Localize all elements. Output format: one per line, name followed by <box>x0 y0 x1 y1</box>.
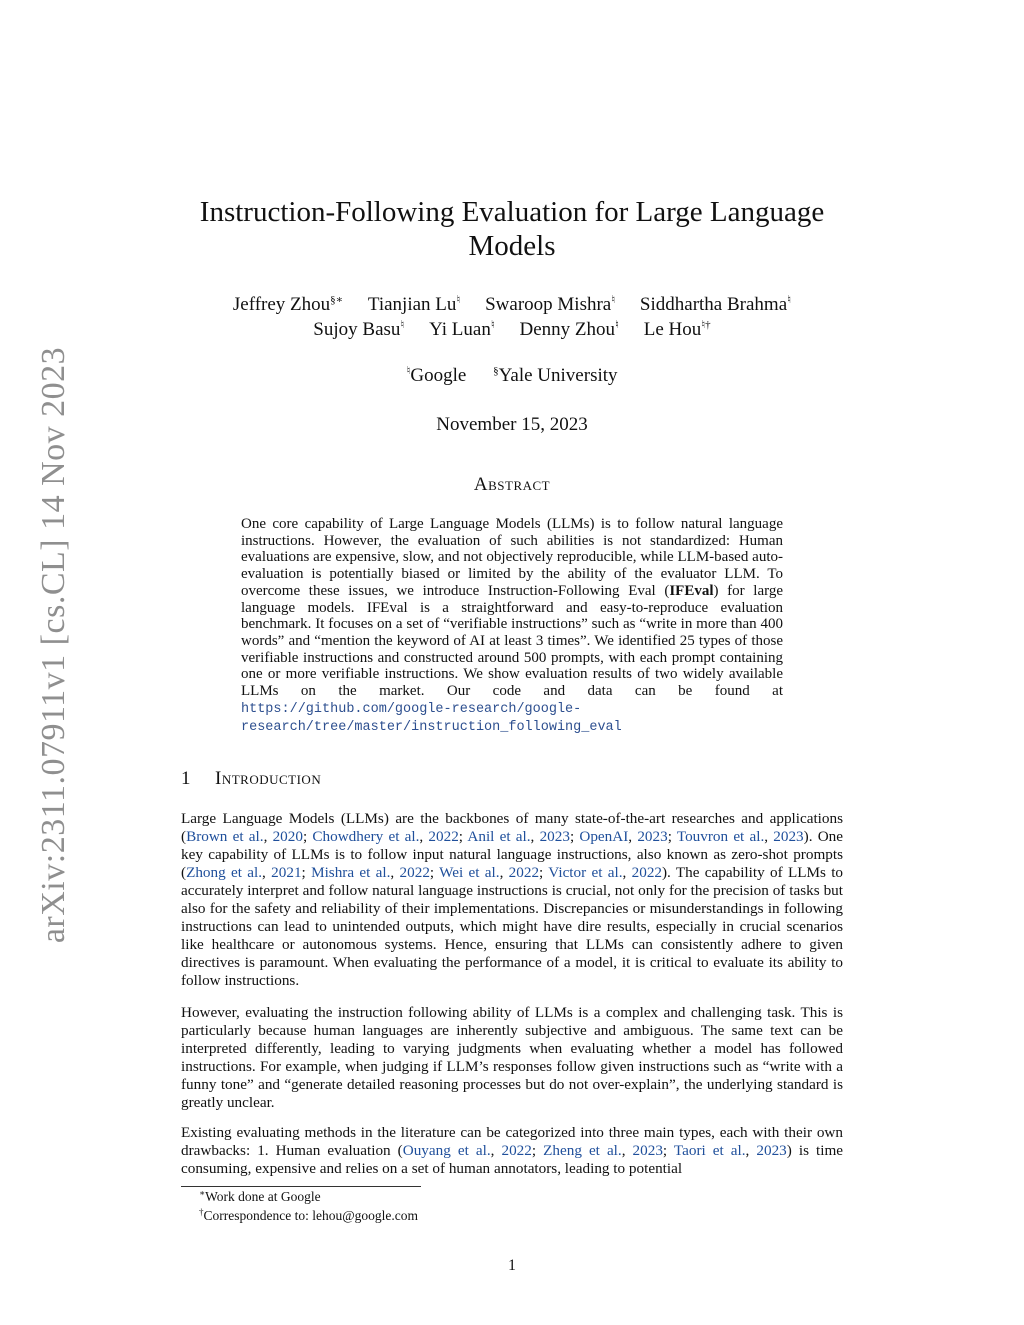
citation-separator: , <box>499 864 509 881</box>
paragraph-text: ; <box>539 864 549 881</box>
page-number: 1 <box>508 1257 516 1274</box>
author-name: Le Hou <box>643 319 702 340</box>
citation-year-link[interactable]: 2022 <box>508 864 540 881</box>
affiliation-mark: ♮ <box>406 365 411 377</box>
citation-separator: , <box>628 828 638 845</box>
paragraph-text: ; <box>301 864 312 881</box>
author-affiliation-mark: ♮ <box>400 319 405 331</box>
author-affiliation-mark: ♮† <box>701 319 711 331</box>
abstract-text-part: ) for large language models. IFEval is a straightforward and easy-to-reproduce evaluation benchmark. It focuses on a set of “verifiable instructions” such as “write in more than 400 words” and “mention the keyword of AI at least 3 times”. We identified 25 types of those verifiable instructions and constructed around 500 prompts, with each prompt containing one or more verifiable instructions. We show evaluation results of two widely available LLMs on the market. Our code and data can be found at <box>241 582 783 700</box>
affiliation-mark: § <box>493 365 499 377</box>
citation-separator: , <box>764 828 774 845</box>
section-number: 1 <box>181 768 191 789</box>
author-list-row-1 <box>120 294 904 316</box>
author <box>640 294 791 316</box>
author <box>644 319 711 341</box>
citation-year-link[interactable]: 2022 <box>399 864 430 881</box>
paragraph-text: Existing evaluating methods in the literature can be categorized into three main types, each with their own drawbacks: 1. Human evaluation ( <box>181 1124 843 1159</box>
author-affiliation-mark: §∗ <box>330 294 344 306</box>
paragraph-text: ). The capability of LLMs to accurately interpret and follow natural language instructions is crucial, not only for the precision of tasks but also for the safety and reliability of their implementations. Discrepancies or misunderstandings in following instructions can lead to unintended outputs, which might have dire results, especially in crucial scenarios like healthcare or autonomous systems. Hence, ensuring that LLMs can consistently adhere to given directives is paramount. When evaluating the performance of a model, it is critical to evaluate its ability to follow instructions. <box>181 864 844 989</box>
paragraph-text: ; <box>662 1142 674 1159</box>
paragraph-text: ; <box>569 828 580 845</box>
citation-link[interactable]: Taori et al. <box>673 1142 746 1159</box>
citation-link[interactable]: Anil et al. <box>467 828 531 845</box>
abstract-heading: Abstract <box>473 474 551 495</box>
citation-year-link[interactable]: 2022 <box>631 864 662 881</box>
author-name: Jeffrey Zhou <box>232 294 331 315</box>
arxiv-identifier-stamp: arXiv:2311.07911v1 [cs.CL] 14 Nov 2023 <box>35 346 72 944</box>
footnote-divider <box>181 1186 421 1187</box>
author <box>485 294 615 316</box>
paragraph-text: ) is time consuming, expensive and relies on a set of human annotators, leading to potential <box>181 1142 844 1177</box>
affiliation-name: Google <box>410 365 467 386</box>
author-affiliation-mark: ♮ <box>490 319 495 331</box>
citation-year-link[interactable]: 2023 <box>756 1142 787 1159</box>
author-name: Sujoy Basu <box>313 319 401 340</box>
citation-link[interactable]: Wei et al. <box>439 864 500 881</box>
citation-year-link[interactable]: 2021 <box>271 864 302 881</box>
citation-link[interactable]: Mishra et al. <box>311 864 391 881</box>
citation-separator: , <box>621 1142 633 1159</box>
author-affiliation-mark: ♮ <box>787 294 792 306</box>
footnote <box>199 1189 321 1205</box>
paragraph-text: ; <box>667 828 677 845</box>
footnote-text: Work done at Google <box>205 1189 321 1204</box>
abstract-text-part: One core capability of Large Language Models (LLMs) is to follow natural language instructions. However, the evaluation of such abilities is not standardized: Human evaluations are expensive, slow, and not objectively reproducible, while LLM-based auto-evaluation is potentially biased or limited by the ability of the evaluator LLM. To overcome these issues, we introduce Instruction-Following Eval ( <box>241 516 783 599</box>
citation-separator: , <box>622 864 632 881</box>
footnote <box>199 1208 418 1224</box>
paragraph-text: ; <box>531 1142 544 1159</box>
citation-year-link[interactable]: 2023 <box>637 828 668 845</box>
citation-separator: , <box>262 864 272 881</box>
author-name: Tianjian Lu <box>367 294 457 315</box>
citation-year-link[interactable]: 2023 <box>539 828 570 845</box>
citation-link[interactable]: Zhong et al. <box>186 864 263 881</box>
affiliation-name: Yale University <box>498 365 618 386</box>
author-affiliation-mark: ♮ <box>615 319 619 331</box>
citation-link[interactable]: Touvron et al. <box>676 828 765 845</box>
footnote-text: Correspondence to: lehou@google.com <box>203 1208 419 1223</box>
introduction-paragraph-3 <box>181 1124 843 1178</box>
author <box>520 319 619 341</box>
paragraph-text: ). One key capability of LLMs is to follow input natural language instructions, also known as zero-shot prompts ( <box>181 828 844 881</box>
paragraph-text: ; <box>302 828 313 845</box>
citation-year-link[interactable]: 2023 <box>632 1142 663 1159</box>
paragraph-text: Large Language Models (LLMs) are the backbones of many state-of-the-art researches and applications ( <box>181 810 843 845</box>
author-name: Denny Zhou <box>519 319 616 340</box>
footnote-mark: † <box>199 1207 204 1217</box>
paragraph-text: ; <box>458 828 468 845</box>
code-repository-link[interactable]: https://github.com/google-research/google-research/tree/master/instruction_following_eval <box>241 701 622 736</box>
citation-link[interactable]: Zheng et al. <box>543 1142 622 1159</box>
citation-link[interactable]: Brown et al. <box>186 828 264 845</box>
citation-year-link[interactable]: 2023 <box>773 828 804 845</box>
citation-separator: , <box>530 828 540 845</box>
affiliation <box>493 365 617 387</box>
citation-link[interactable]: Ouyang et al. <box>402 1142 491 1159</box>
publication-date: November 15, 2023 <box>436 414 588 435</box>
citation-separator: , <box>490 1142 502 1159</box>
author <box>368 294 460 316</box>
citation-link[interactable]: Victor et al. <box>548 864 623 881</box>
citation-year-link[interactable]: 2020 <box>272 828 303 845</box>
author <box>233 294 343 316</box>
author <box>429 319 495 341</box>
citation-year-link[interactable]: 2022 <box>501 1142 532 1159</box>
author-name: Swaroop Mishra <box>485 294 612 315</box>
citation-link[interactable]: Chowdhery et al. <box>312 828 420 845</box>
ifeval-term: IFEval <box>669 582 714 599</box>
abstract-text <box>241 516 783 737</box>
author-affiliation-mark: ♮ <box>611 294 616 306</box>
author-name: Yi Luan <box>429 319 491 340</box>
author-affiliation-mark: ♮ <box>456 294 461 306</box>
citation-separator: , <box>745 1142 757 1159</box>
citation-separator: , <box>419 828 429 845</box>
paper-title: Instruction-Following Evaluation for Large Language Models <box>199 196 825 262</box>
author <box>313 319 404 341</box>
author-name: Siddhartha Brahma <box>639 294 788 315</box>
citation-separator: , <box>390 864 400 881</box>
author-list-row-2 <box>120 319 904 341</box>
section-title: Introduction <box>215 768 322 789</box>
section-heading-introduction <box>181 768 321 790</box>
citation-separator: , <box>263 828 273 845</box>
footnote-mark: ∗ <box>199 1188 206 1198</box>
affiliation <box>406 365 466 387</box>
citation-year-link[interactable]: 2022 <box>428 828 459 845</box>
introduction-paragraph-1 <box>181 810 843 990</box>
paragraph-text: ; <box>429 864 440 881</box>
citation-link[interactable]: OpenAI <box>579 828 629 845</box>
affiliations <box>120 365 904 387</box>
introduction-paragraph-2: However, evaluating the instruction following ability of LLMs is a complex and challenging task. This is particularly because human languages are inherently subjective and ambiguous. The same text can be interpreted differently, leading to varying judgments when evaluating whether a model has followed instructions. For example, when judging if LLM’s responses follow given instructions such as “write with a funny tone” and “generate detailed reasoning processes but do not over-explain”, the underlying standard is greatly unclear. <box>181 1004 843 1111</box>
